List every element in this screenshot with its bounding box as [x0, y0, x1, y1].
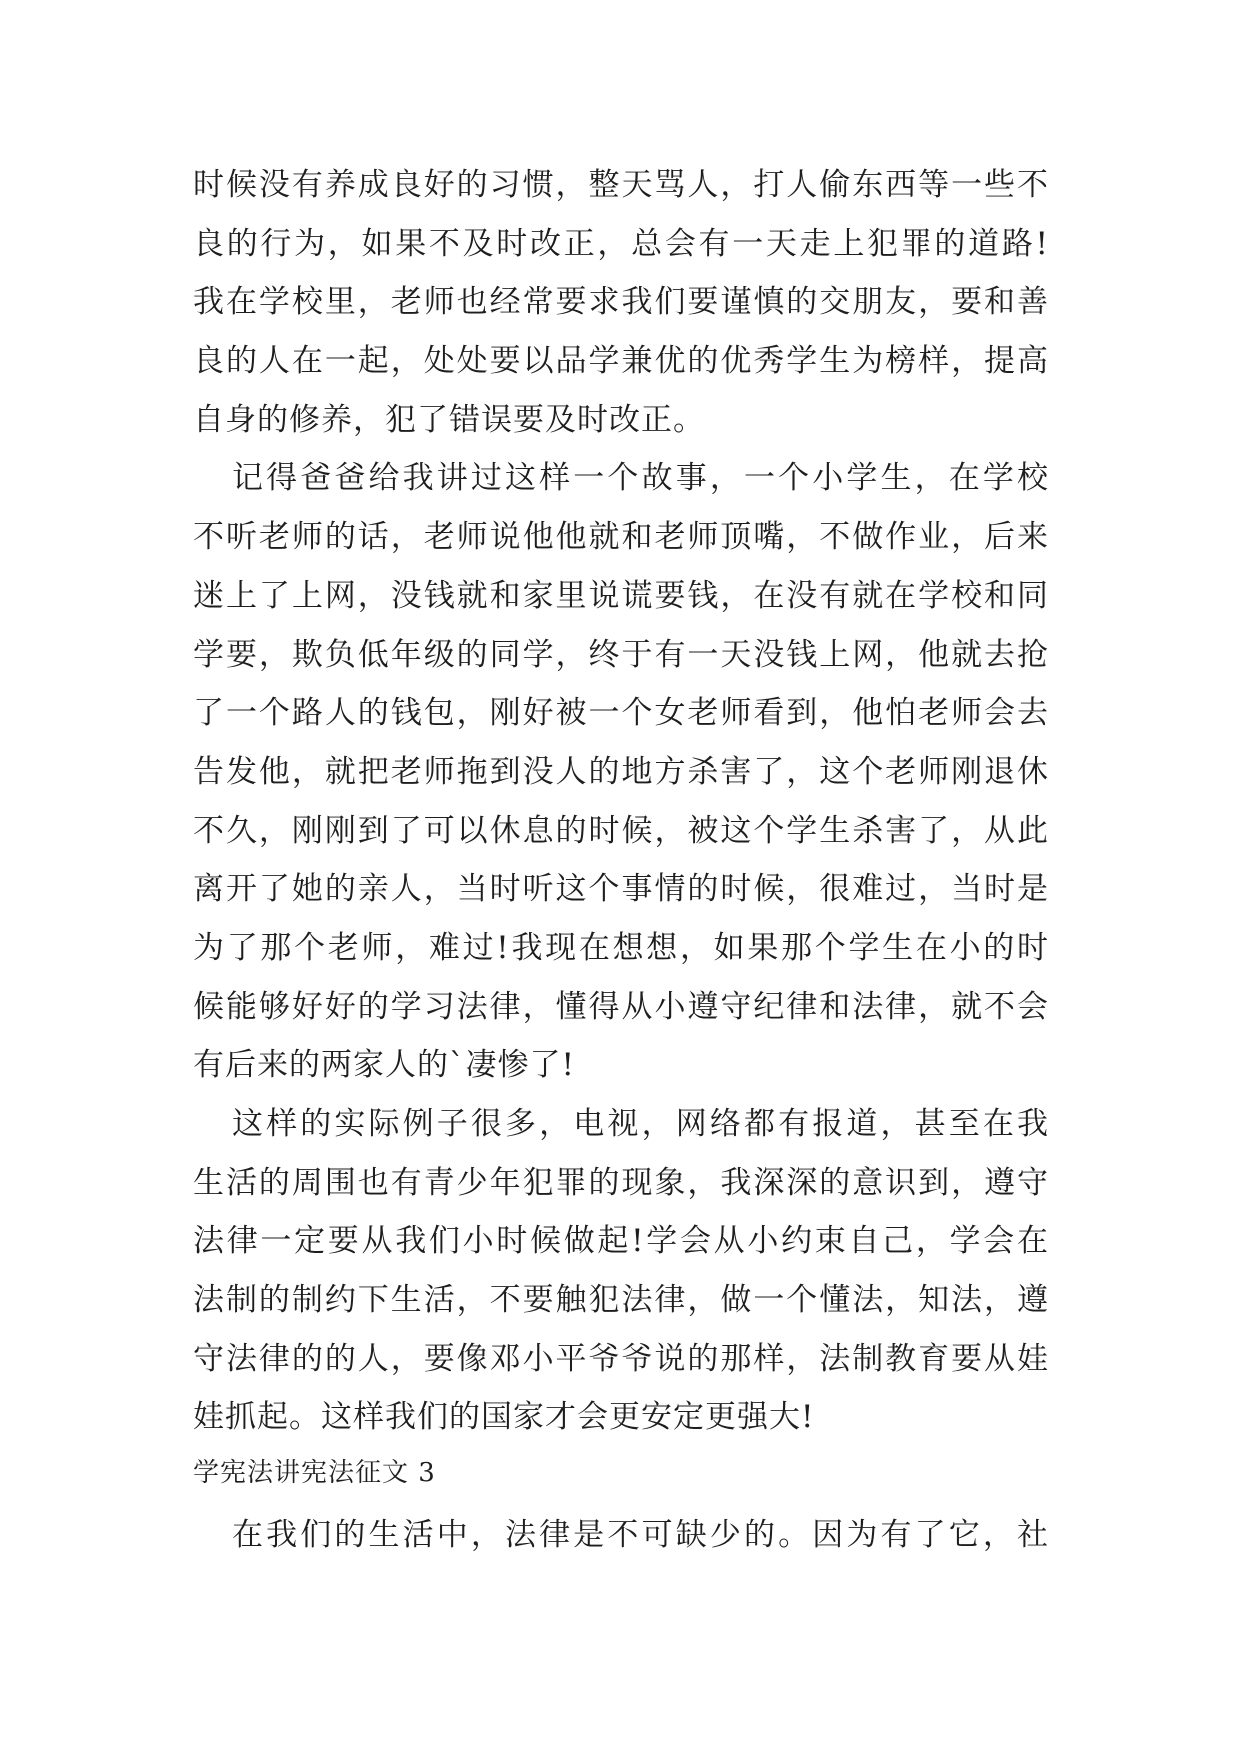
- paragraph-line: 良的行为，如果不及时改正，总会有一天走上犯罪的道路!: [193, 225, 1049, 262]
- paragraph-line: 守法律的的人，要像邓小平爷爷说的那样，法制教育要从娃: [193, 1340, 1049, 1377]
- paragraph-line: 了一个路人的钱包，刚好被一个女老师看到，他怕老师会去: [193, 695, 1049, 732]
- paragraph: [193, 156, 1049, 449]
- paragraph-line: 告发他，就把老师拖到没人的地方杀害了，这个老师刚退休: [193, 753, 1049, 790]
- paragraph-line: 我在学校里，老师也经常要求我们要谨慎的交朋友，要和善: [193, 284, 1049, 321]
- paragraph-line: 在我们的生活中，法律是不可缺少的。因为有了它，社: [232, 1516, 1049, 1553]
- paragraph-line: 娃抓起。这样我们的国家才会更安定更强大!: [193, 1399, 815, 1436]
- paragraph: [193, 1506, 1049, 1565]
- paragraph-line: 学要，欺负低年级的同学，终于有一天没钱上网，他就去抢: [193, 636, 1049, 673]
- paragraph-line: 离开了她的亲人，当时听这个事情的时候，很难过，当时是: [193, 871, 1049, 908]
- paragraph: [193, 449, 1049, 1095]
- paragraph-line: 自身的修养，犯了错误要及时改正。: [193, 401, 705, 438]
- section-heading: 学宪法讲宪法征文 3: [193, 1458, 436, 1489]
- paragraph-line: 法制的制约下生活，不要触犯法律，做一个懂法，知法，遵: [193, 1282, 1049, 1319]
- paragraph-line: 良的人在一起，处处要以品学兼优的优秀学生为榜样，提高: [193, 343, 1049, 380]
- paragraph-line: 为了那个老师，难过!我现在想想，如果那个学生在小的时: [193, 929, 1049, 966]
- paragraph-line: 有后来的两家人的`凄惨了!: [193, 1047, 575, 1084]
- paragraph-line: 时候没有养成良好的习惯，整天骂人，打人偷东西等一些不: [193, 167, 1049, 203]
- paragraph-line: 生活的周围也有青少年犯罪的现象，我深深的意识到，遵守: [193, 1164, 1049, 1201]
- paragraph-line: 法律一定要从我们小时候做起!学会从小约束自己，学会在: [193, 1223, 1049, 1260]
- text-column: [193, 156, 1049, 1565]
- paragraph: [193, 1095, 1049, 1447]
- paragraph-line: 候能够好好的学习法律，懂得从小遵守纪律和法律，就不会: [193, 988, 1049, 1025]
- paragraph-line: 不久，刚刚到了可以休息的时候，被这个学生杀害了，从此: [193, 812, 1049, 849]
- paragraph-line: 不听老师的话，老师说他他就和老师顶嘴，不做作业，后来: [193, 519, 1049, 556]
- paragraph-line: 记得爸爸给我讲过这样一个故事，一个小学生，在学校: [232, 460, 1049, 497]
- paragraph-line: 这样的实际例子很多，电视，网络都有报道，甚至在我: [232, 1106, 1049, 1142]
- paragraph-line: 迷上了上网，没钱就和家里说谎要钱，在没有就在学校和同: [193, 577, 1049, 614]
